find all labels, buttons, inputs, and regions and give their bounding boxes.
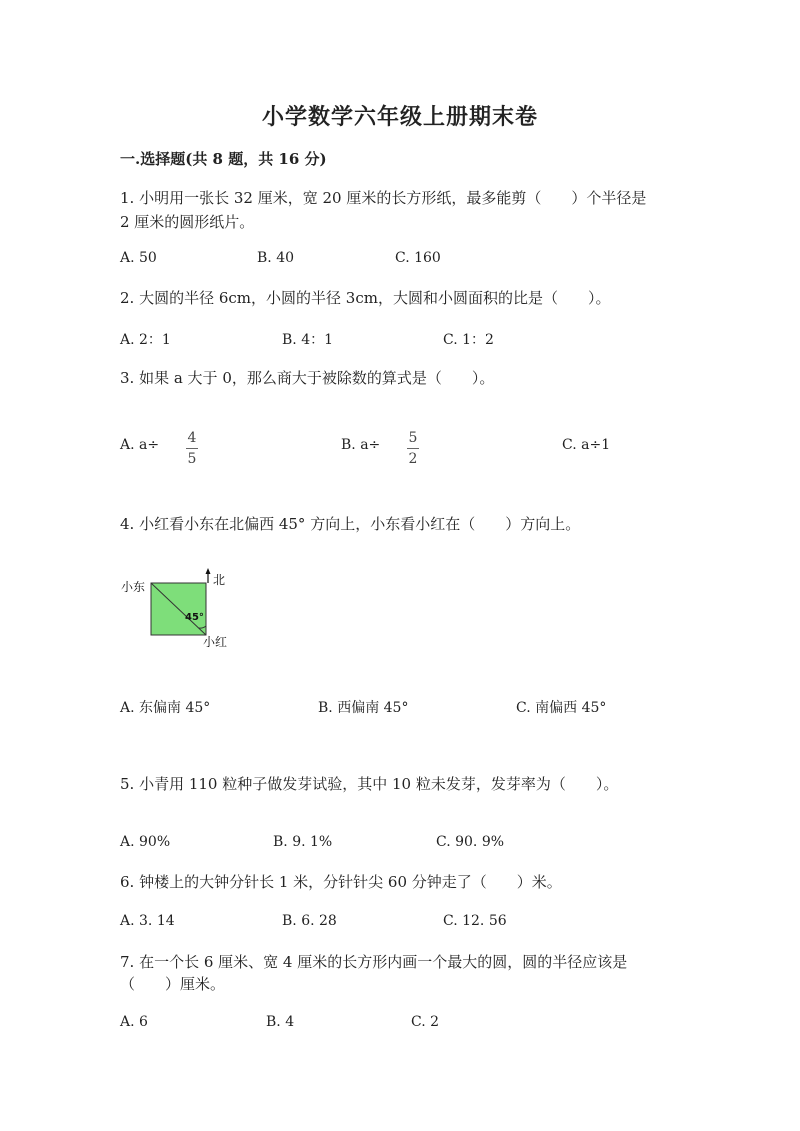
question-3-option-b: B. a÷ bbox=[341, 437, 381, 453]
question-1-option-c: C. 160 bbox=[395, 250, 441, 266]
question-6-option-a: A. 3. 14 bbox=[120, 913, 175, 929]
fraction-numerator: 5 bbox=[408, 430, 418, 446]
question-4-option-a: A. 东偏南 45° bbox=[120, 700, 211, 716]
direction-diagram bbox=[115, 566, 245, 656]
label-xiaohong: 小红 bbox=[203, 635, 228, 649]
fraction-four-fifths bbox=[185, 430, 199, 467]
question-1-option-a: A. 50 bbox=[120, 250, 157, 266]
question-5-option-a: A. 90% bbox=[120, 834, 171, 850]
question-7-option-b: B. 4 bbox=[266, 1014, 295, 1030]
question-3-option-a: A. a÷ bbox=[120, 437, 160, 453]
fraction-bar bbox=[186, 448, 198, 449]
question-6-option-b: B. 6. 28 bbox=[282, 913, 337, 929]
question-1-option-b: B. 40 bbox=[257, 250, 295, 266]
fraction-bar bbox=[407, 448, 419, 449]
question-4-line-1: 4. 小红看小东在北偏西 45° 方向上，小东看小红在（ ）方向上。 bbox=[120, 515, 581, 533]
question-5-line-1: 5. 小青用 110 粒种子做发芽试验，其中 10 粒未发芽，发芽率为（ ）。 bbox=[120, 775, 619, 793]
fraction-numerator: 4 bbox=[187, 430, 197, 446]
question-3-option-c: C. a÷1 bbox=[562, 437, 611, 453]
page-title: 小学数学六年级上册期末卷 bbox=[261, 104, 538, 130]
question-4-option-c: C. 南偏西 45° bbox=[516, 700, 607, 716]
question-2-option-a: A. 2：1 bbox=[120, 332, 171, 348]
question-4-option-b: B. 西偏南 45° bbox=[318, 700, 409, 716]
north-label: 北 bbox=[213, 573, 226, 587]
question-7-option-a: A. 6 bbox=[120, 1014, 148, 1030]
fraction-denominator: 2 bbox=[408, 451, 418, 467]
question-6-option-c: C. 12. 56 bbox=[443, 913, 507, 929]
angle-label: 45° bbox=[185, 612, 204, 623]
section-heading: 一.选择题(共 8 题，共 16 分) bbox=[120, 150, 327, 168]
question-5-option-b: B. 9. 1% bbox=[273, 834, 333, 850]
question-7-line-1: 7. 在一个长 6 厘米、宽 4 厘米的长方形内画一个最大的圆，圆的半径应该是 bbox=[120, 953, 628, 971]
north-arrow-icon bbox=[206, 568, 211, 574]
question-7-option-c: C. 2 bbox=[411, 1014, 440, 1030]
question-1-line-2: 2 厘米的圆形纸片。 bbox=[120, 213, 255, 231]
question-5-option-c: C. 90. 9% bbox=[436, 834, 505, 850]
fraction-denominator: 5 bbox=[187, 451, 197, 467]
question-7-line-2: （ ）厘米。 bbox=[120, 975, 226, 993]
question-3-line-1: 3. 如果 a 大于 0，那么商大于被除数的算式是（ ）。 bbox=[120, 369, 495, 387]
label-xiaodong: 小东 bbox=[121, 580, 146, 594]
fraction-five-halves bbox=[406, 430, 420, 467]
question-2-option-c: C. 1：2 bbox=[443, 332, 494, 348]
question-2-line-1: 2. 大圆的半径 6cm，小圆的半径 3cm，大圆和小圆面积的比是（ ）。 bbox=[120, 289, 611, 307]
question-1-line-1: 1. 小明用一张长 32 厘米，宽 20 厘米的长方形纸，最多能剪（ ）个半径是 bbox=[120, 189, 647, 207]
question-2-option-b: B. 4：1 bbox=[282, 332, 334, 348]
question-6-line-1: 6. 钟楼上的大钟分针长 1 米，分针针尖 60 分钟走了（ ）米。 bbox=[120, 873, 562, 891]
